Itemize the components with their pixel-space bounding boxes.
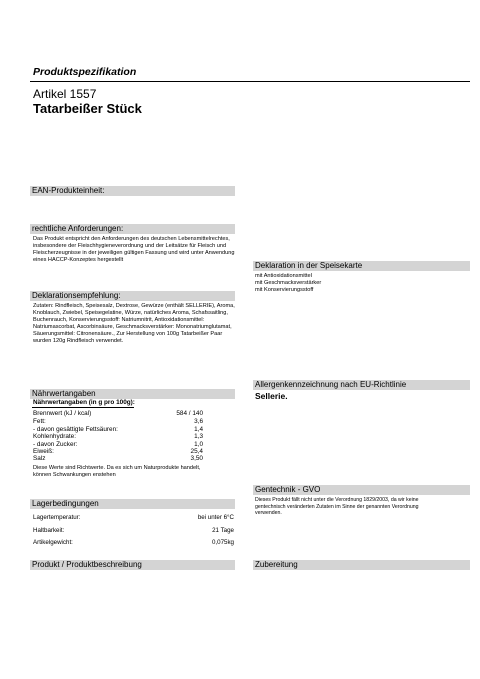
legal-section-header: rechtliche Anforderungen:: [30, 224, 235, 234]
allergen-section-header: Allergenkennzeichnung nach EU-Richtlinie: [253, 380, 470, 390]
declaration-recommendation-text: Zutaten: Rindfleisch, Speisesalz, Dextrose, Gewürze (enthält SELLERIE), Aroma, Knoblauch, Zwiebel, Speisegelatine, Würze, natürliches Aroma, Schafssaitling, Buchenrauch, Konservierungsstoff: Natriumnitrit, Antioxidationsmittel: Natriumascorbat, Ascorbinsäure, Geschmacksverstärker: Mononatriumglutamat, Säuerungsmittel: Citronensäure., Zur Herstellung von 100g Tatarbeißer Paar wurden 120g Rindfleisch verwendet.: [33, 303, 235, 344]
article-number: Artikel 1557: [33, 87, 97, 101]
nutrition-row: - davon gesättigte Fettsäuren: 1,4: [33, 426, 203, 433]
menu-declaration-line: mit Antioxidationsmittel: [255, 273, 312, 279]
product-name: Tatarbeißer Stück: [33, 101, 142, 116]
ean-section-header: EAN-Produkteinheit:: [30, 186, 235, 196]
storage-row: Lagertemperatur: bei unter 6°C: [33, 514, 234, 521]
gmo-section-header: Gentechnik - GVO: [253, 485, 470, 495]
preparation-section-header: Zubereitung: [253, 560, 470, 570]
menu-declaration-line: mit Konservierungsstoff: [255, 287, 314, 293]
nutrition-subheader-underline: [32, 407, 134, 408]
product-description-header: Produkt / Produktbeschreibung: [30, 560, 235, 570]
document-title: Produktspezifikation: [33, 66, 137, 78]
header-divider: [30, 81, 470, 82]
storage-row: Haltbarkeit: 21 Tage: [33, 527, 234, 534]
nutrition-row: Fett: 3,6: [33, 418, 203, 425]
menu-declaration-line: mit Geschmacksverstärker: [255, 280, 322, 286]
nutrition-row: Salz 3,50: [33, 455, 203, 462]
menu-declaration-header: Deklaration in der Speisekarte: [253, 261, 470, 271]
gmo-text: Dieses Produkt fällt nicht unter die Verordnung 1829/2003, da wir keine gentechnisch veränderten Zutaten im Sinne der genannten Verordnung verwenden.: [255, 497, 419, 516]
nutrition-note: Diese Werte sind Richtwerte. Da es sich um Naturprodukte handelt, können Schwankungen enstehen: [33, 465, 201, 478]
storage-row: Artikelgewicht: 0,075kg: [33, 539, 234, 546]
nutrition-row: - davon Zucker: 1,0: [33, 441, 203, 448]
nutrition-row: Brennwert (kJ / kcal) 584 / 140: [33, 410, 203, 417]
storage-section-header: Lagerbedingungen: [30, 499, 235, 509]
nutrition-subheader: Nährwertangaben (in g pro 100g):: [33, 399, 135, 406]
declaration-recommendation-header: Deklarationsempfehlung:: [30, 291, 235, 301]
legal-text: Das Produkt entspricht den Anforderungen des deutschen Lebensmittelrechtes, insbesondere der Fleischhygieneverordnung und der Leitsätze für Fleisch und Fleischerzeugnisse in der jeweiligen gültigen Fassung und wird unter Anwendung eines HACCP-Konzeptes hergestellt: [33, 236, 235, 263]
nutrition-section-header: Nährwertangaben: [30, 389, 235, 399]
nutrition-row: Eiweiß: 25,4: [33, 448, 203, 455]
nutrition-row: Kohlenhydrate: 1,3: [33, 433, 203, 440]
allergen-value: Sellerie.: [255, 391, 288, 401]
